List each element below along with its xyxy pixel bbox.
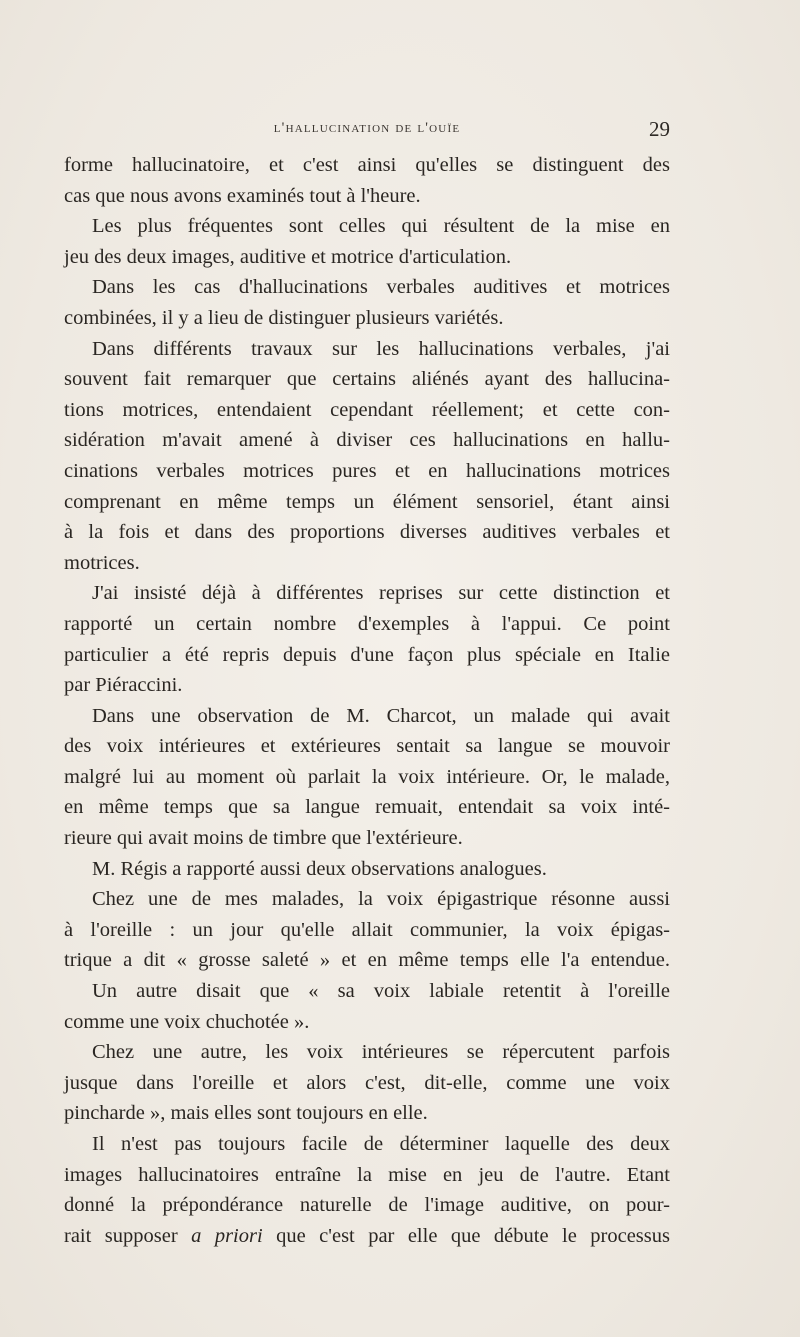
text-line: souvent fait remarquer que certains aliénés ayant des hallucina- xyxy=(64,368,670,391)
text-line: Les plus fréquentes sont celles qui résultent de la mise en xyxy=(92,215,670,238)
text-line: rapporté un certain nombre d'exemples à l'appui. Ce point xyxy=(64,612,670,635)
text-segment: que c'est par elle que débute le processus xyxy=(262,1224,670,1247)
text-line: cinations verbales motrices pures et en hallucinations motrices xyxy=(64,459,670,482)
text-line: Un autre disait que « sa voix labiale retentit à l'oreille xyxy=(92,980,670,1003)
body-text xyxy=(64,150,670,1251)
text-segment: rait supposer xyxy=(64,1224,192,1247)
text-line: sidération m'avait amené à diviser ces hallucinations en hallu- xyxy=(64,429,670,452)
page-number: 29 xyxy=(649,117,670,141)
text-line: pincharde », mais elles sont toujours en elle. xyxy=(64,1102,428,1125)
text-line: malgré lui au moment où parlait la voix intérieure. Or, le malade, xyxy=(64,765,670,788)
text-line: forme hallucinatoire, et c'est ainsi qu'elles se distinguent des xyxy=(64,154,670,176)
text-line: comme une voix chuchotée ». xyxy=(64,1010,310,1033)
text-line: M. Régis a rapporté aussi deux observations analogues. xyxy=(92,857,547,880)
running-head xyxy=(64,117,670,144)
text-line: par Piéraccini. xyxy=(64,674,183,697)
text-line: combinées, il y a lieu de distinguer plusieurs variétés. xyxy=(64,306,504,329)
text-line: Dans une observation de M. Charcot, un malade qui avait xyxy=(92,704,670,727)
text-line: Dans différents travaux sur les hallucinations verbales, j'ai xyxy=(92,337,670,360)
text-line xyxy=(64,1221,670,1252)
text-line: Chez une de mes malades, la voix épigastrique résonne aussi xyxy=(92,888,670,911)
text-line: comprenant en même temps un élément sensoriel, étant ainsi xyxy=(64,490,670,513)
text-line: en même temps que sa langue remuait, entendait sa voix inté- xyxy=(64,796,670,819)
text-line: cas que nous avons examinés tout à l'heure. xyxy=(64,184,421,207)
text-line: à la fois et dans des proportions diverses auditives verbales et xyxy=(64,521,670,544)
text-line: trique a dit « grosse saleté » et en même temps elle l'a entendue. xyxy=(64,949,670,972)
text-line: à l'oreille : un jour qu'elle allait communier, la voix épigas- xyxy=(64,918,670,941)
text-line: tions motrices, entendaient cependant réellement; et cette con- xyxy=(64,398,670,421)
text-line: donné la prépondérance naturelle de l'image auditive, on pour- xyxy=(64,1194,670,1217)
text-line: des voix intérieures et extérieures sentait sa langue se mouvoir xyxy=(64,735,670,758)
text-line: Il n'est pas toujours facile de déterminer laquelle des deux xyxy=(92,1133,670,1155)
running-head-title: l'hallucination de l'ouïe xyxy=(273,120,461,136)
text-line: J'ai insisté déjà à différentes reprises sur cette distinction et xyxy=(92,582,670,605)
text-line: Dans les cas d'hallucinations verbales auditives et motrices xyxy=(92,276,670,299)
text-line: particulier a été repris depuis d'une façon plus spéciale en Italie xyxy=(64,643,670,666)
text-line: images hallucinatoires entraîne la mise en jeu de l'autre. Etant xyxy=(64,1163,670,1186)
text-line: Chez une autre, les voix intérieures se répercutent parfois xyxy=(92,1041,670,1064)
text-line: jeu des deux images, auditive et motrice d'articulation. xyxy=(64,245,512,268)
text-line: rieure qui avait moins de timbre que l'extérieure. xyxy=(64,827,463,850)
text-line: jusque dans l'oreille et alors c'est, dit-elle, comme une voix xyxy=(64,1071,670,1094)
text-line: motrices. xyxy=(64,551,140,574)
italic-phrase: a priori xyxy=(191,1224,263,1247)
